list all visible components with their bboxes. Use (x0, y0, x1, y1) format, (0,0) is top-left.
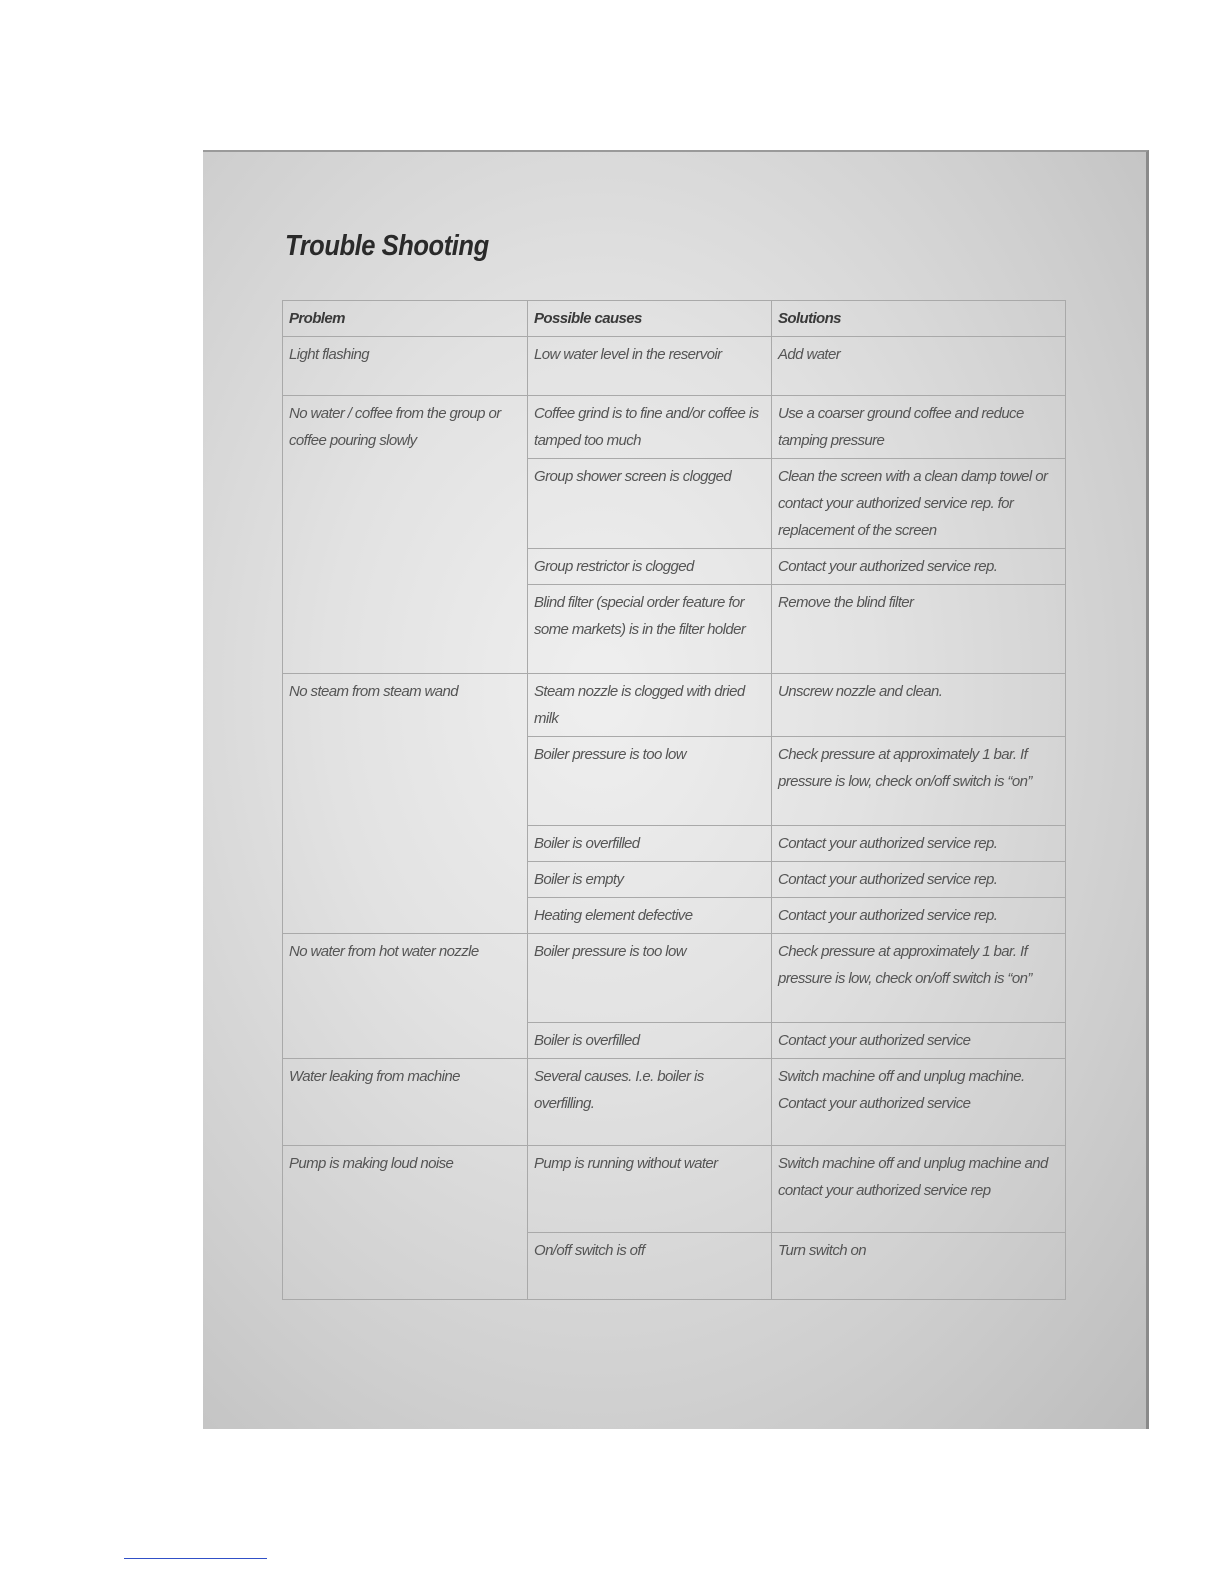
solution-cell: Use a coarser ground coffee and reduce tamping pressure (772, 396, 1066, 459)
table-row (283, 337, 1066, 396)
column-header-problem: Problem (283, 301, 528, 337)
table-header-row (283, 301, 1066, 337)
solution-cell: Unscrew nozzle and clean. (772, 674, 1066, 737)
solution-cell: Switch machine off and unplug machine. Contact your authorized service (772, 1059, 1066, 1146)
cause-cell: Blind filter (special order feature for some markets) is in the filter holder (528, 585, 772, 674)
solution-cell: Contact your authorized service rep. (772, 826, 1066, 862)
table-row (283, 396, 1066, 459)
solution-cell: Turn switch on (772, 1233, 1066, 1300)
column-header-solutions: Solutions (772, 301, 1066, 337)
solution-cell: Add water (772, 337, 1066, 396)
solution-cell: Clean the screen with a clean damp towel or contact your authorized service rep. for replacement of the screen (772, 459, 1066, 549)
cause-cell: Boiler is overfilled (528, 1023, 772, 1059)
footnote-separator (124, 1558, 267, 1559)
cause-cell: Low water level in the reservoir (528, 337, 772, 396)
scanned-page (203, 150, 1149, 1429)
cause-cell: Steam nozzle is clogged with dried milk (528, 674, 772, 737)
solution-cell: Check pressure at approximately 1 bar. If pressure is low, check on/off switch is “on” (772, 934, 1066, 1023)
cause-cell: Boiler pressure is too low (528, 737, 772, 826)
cause-cell: Boiler is empty (528, 862, 772, 898)
cause-cell: Pump is running without water (528, 1146, 772, 1233)
column-header-causes: Possible causes (528, 301, 772, 337)
problem-cell: Water leaking from machine (283, 1059, 528, 1146)
cause-cell: Several causes. I.e. boiler is overfilling. (528, 1059, 772, 1146)
cause-cell: On/off switch is off (528, 1233, 772, 1300)
solution-cell: Remove the blind filter (772, 585, 1066, 674)
problem-cell: No water from hot water nozzle (283, 934, 528, 1059)
problem-cell: Light flashing (283, 337, 528, 396)
table-row (283, 674, 1066, 737)
table-row (283, 1059, 1066, 1146)
problem-cell: Pump is making loud noise (283, 1146, 528, 1300)
cause-cell: Group shower screen is clogged (528, 459, 772, 549)
cause-cell: Group restrictor is clogged (528, 549, 772, 585)
problem-cell: No water / coffee from the group or coffee pouring slowly (283, 396, 528, 674)
solution-cell: Check pressure at approximately 1 bar. If pressure is low, check on/off switch is “on” (772, 737, 1066, 826)
table-row (283, 934, 1066, 1023)
solution-cell: Switch machine off and unplug machine and contact your authorized service rep (772, 1146, 1066, 1233)
solution-cell: Contact your authorized service (772, 1023, 1066, 1059)
solution-cell: Contact your authorized service rep. (772, 898, 1066, 934)
page-title: Trouble Shooting (285, 230, 489, 262)
troubleshooting-table (282, 300, 1066, 1300)
cause-cell: Heating element defective (528, 898, 772, 934)
cause-cell: Coffee grind is to fine and/or coffee is tamped too much (528, 396, 772, 459)
solution-cell: Contact your authorized service rep. (772, 862, 1066, 898)
solution-cell: Contact your authorized service rep. (772, 549, 1066, 585)
cause-cell: Boiler pressure is too low (528, 934, 772, 1023)
problem-cell: No steam from steam wand (283, 674, 528, 934)
cause-cell: Boiler is overfilled (528, 826, 772, 862)
table-row (283, 1146, 1066, 1233)
